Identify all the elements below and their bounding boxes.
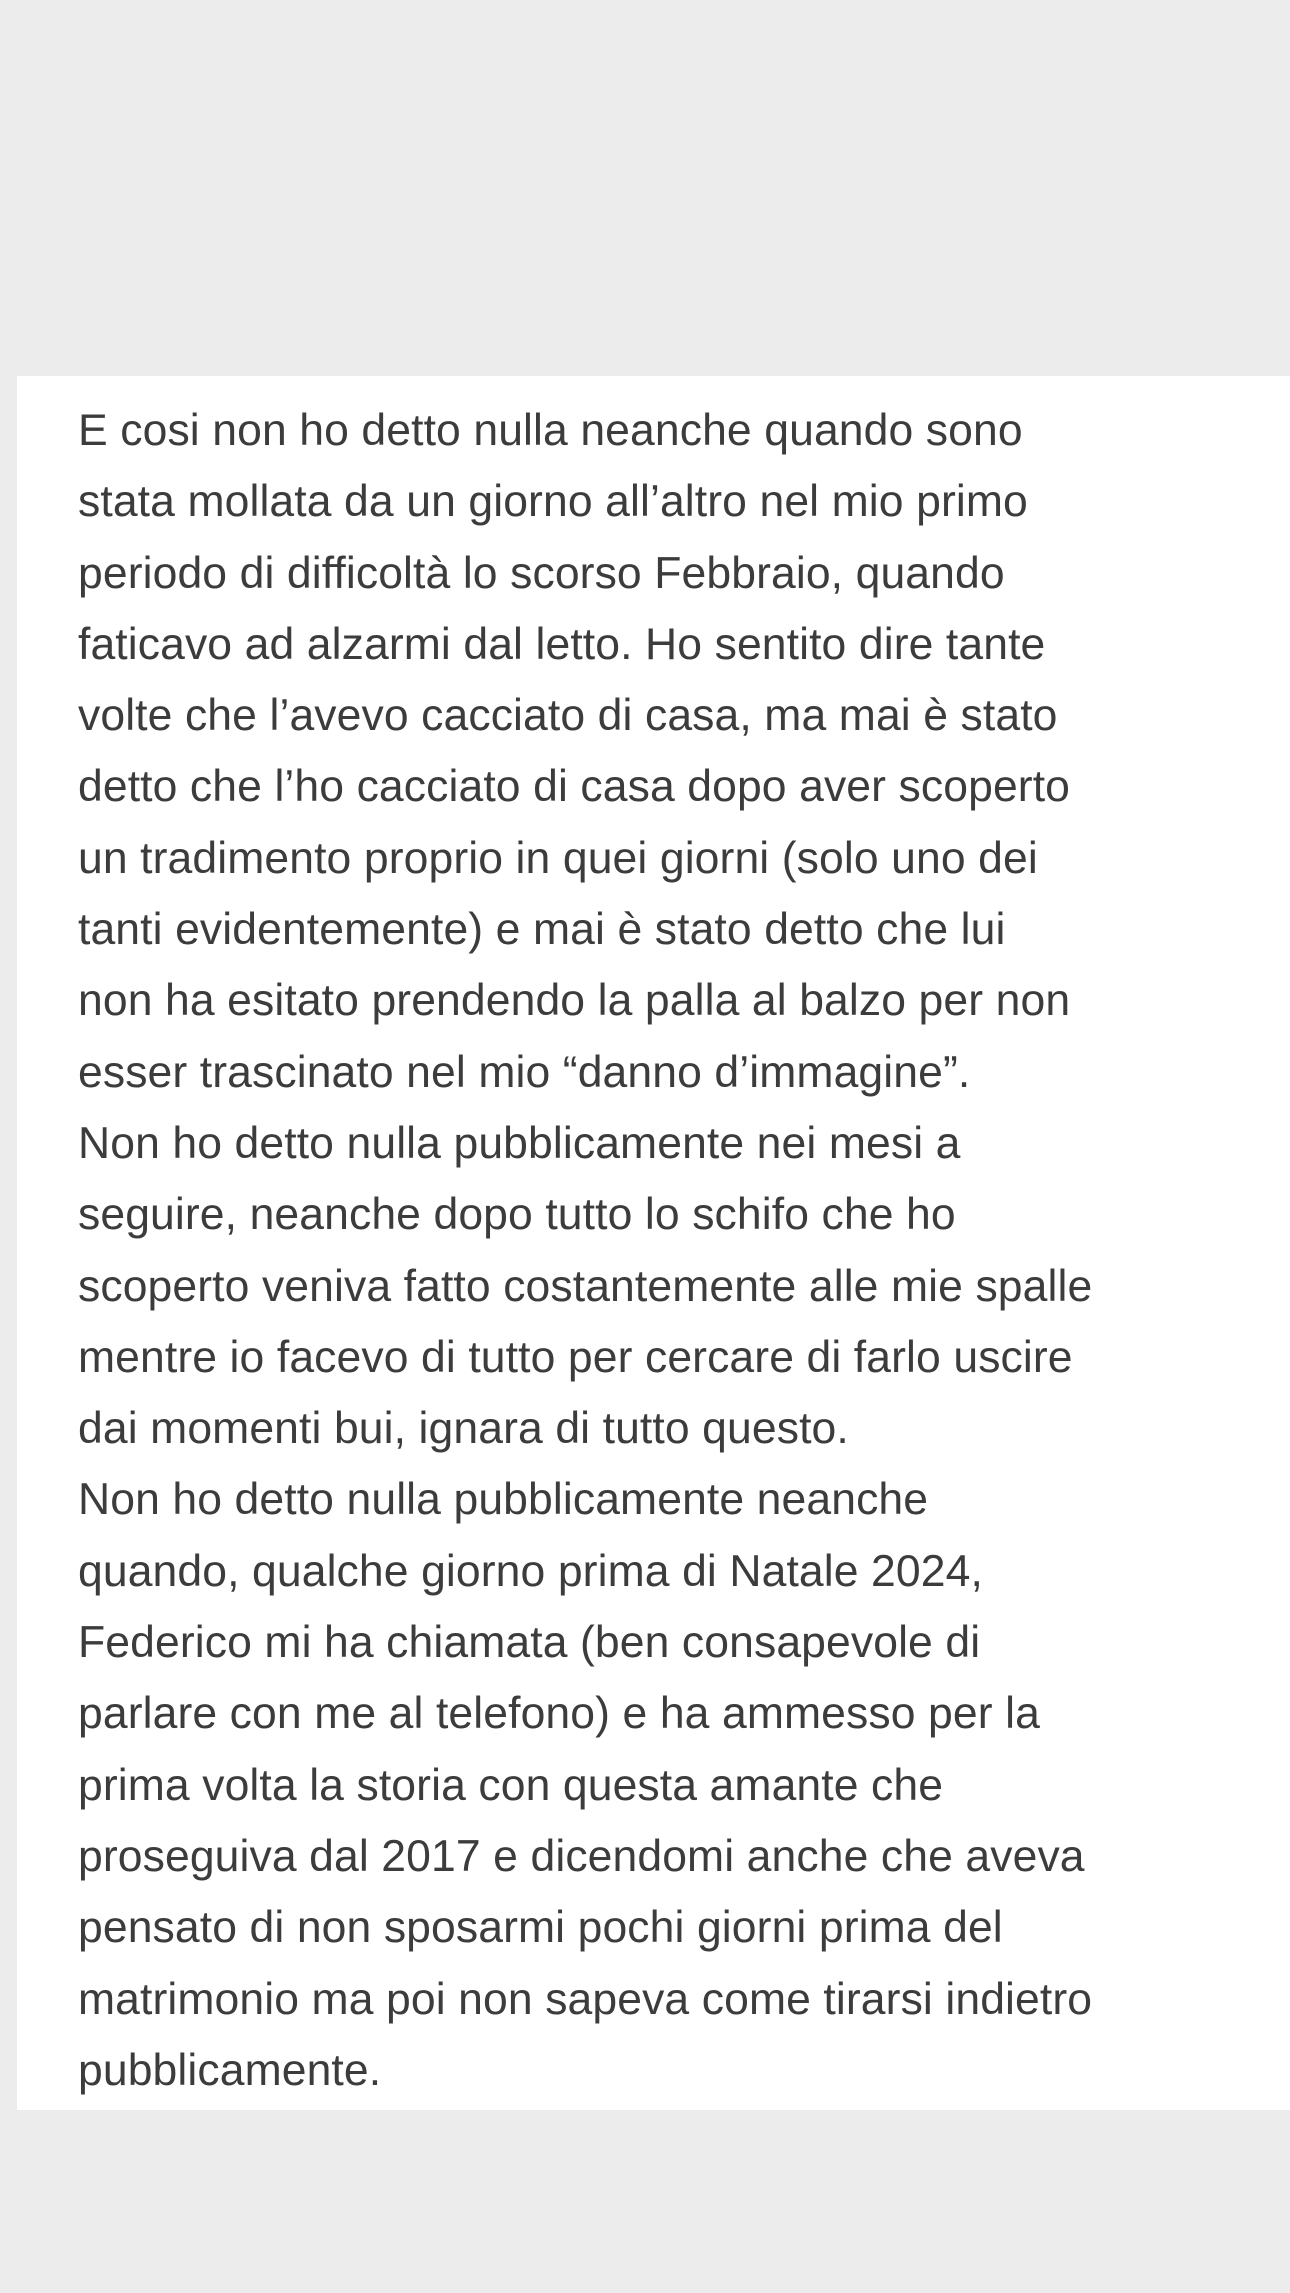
note-line: esser trascinato nel mio “danno d’immagine”. (78, 1047, 971, 1097)
note-line: pensato di non sposarmi pochi giorni prima del (78, 1903, 1003, 1953)
note-text (78, 395, 1290, 2106)
note-line: matrimonio ma poi non sapeva come tirarsi indietro (78, 1974, 1093, 2024)
note-line: detto che l’ho cacciato di casa dopo aver scoperto (78, 762, 1071, 812)
note-line: Non ho detto nulla pubblicamente nei mesi a (78, 1118, 961, 1168)
note-line: Non ho detto nulla pubblicamente neanche (78, 1475, 929, 1525)
note-line: mentre io facevo di tutto per cercare di farlo uscire (78, 1332, 1073, 1382)
note-line: volte che l’avevo cacciato di casa, ma mai è stato (78, 691, 1058, 741)
note-line: proseguiva dal 2017 e dicendomi anche che aveva (78, 1831, 1085, 1881)
note-line: parlare con me al telefono) e ha ammesso per la (78, 1689, 1040, 1739)
note-line: seguire, neanche dopo tutto lo schifo che ho (78, 1190, 956, 1240)
note-line: periodo di difficoltà lo scorso Febbraio, quando (78, 548, 1005, 598)
note-line: faticavo ad alzarmi dal letto. Ho sentito dire tante (78, 619, 1046, 669)
note-line: stata mollata da un giorno all’altro nel mio primo (78, 477, 1028, 527)
note-line: Federico mi ha chiamata (ben consapevole di (78, 1618, 981, 1668)
note-card (17, 376, 1290, 2110)
note-line: dai momenti bui, ignara di tutto questo. (78, 1404, 849, 1454)
note-line: scoperto veniva fatto costantemente alle mie spalle (78, 1261, 1093, 1311)
note-line: tanti evidentemente) e mai è stato detto che lui (78, 905, 1006, 955)
note-line: un tradimento proprio in quei giorni (solo uno dei (78, 833, 1038, 883)
note-line: pubblicamente. (78, 2045, 382, 2095)
note-line: quando, qualche giorno prima di Natale 2024, (78, 1546, 983, 1596)
note-line: non ha esitato prendendo la palla al balzo per non (78, 976, 1071, 1026)
note-line: prima volta la storia con questa amante che (78, 1760, 944, 1810)
note-line: E cosi non ho detto nulla neanche quando sono (78, 406, 1023, 455)
